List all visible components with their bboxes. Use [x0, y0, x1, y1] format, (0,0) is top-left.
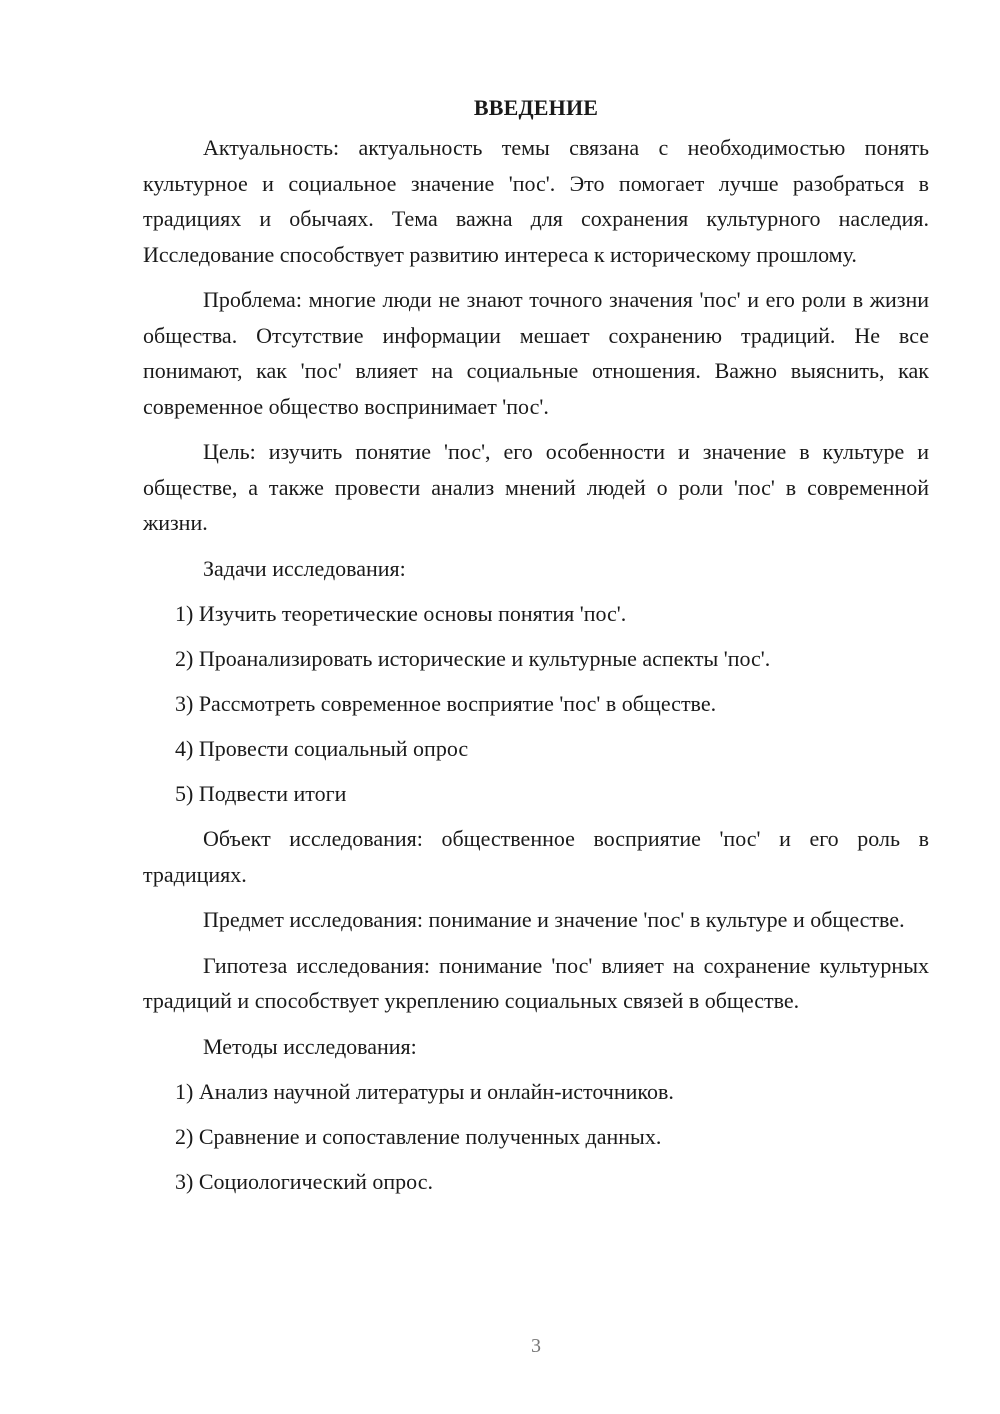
task-item: 5) Подвести итоги — [175, 781, 347, 806]
task-item: 3) Рассмотреть современное восприятие 'пос' в обществе. — [175, 691, 717, 716]
task-item: 2) Проанализировать исторические и культурные аспекты 'пос'. — [175, 646, 771, 671]
hypothesis-paragraph: Гипотеза исследования: понимание 'пос' влияет на сохранение культурных традиций и способствует укреплению социальных связей в обществе. — [143, 952, 929, 1013]
task-item: 1) Изучить теоретические основы понятия 'пос'. — [175, 601, 627, 626]
task-item: 4) Провести социальный опрос — [175, 736, 469, 761]
method-item: 2) Сравнение и сопоставление полученных данных. — [175, 1124, 662, 1149]
object-paragraph: Объект исследования: общественное восприятие 'пос' и его роль в традициях. — [143, 826, 929, 887]
relevance-paragraph: Актуальность: актуальность темы связана с необходимостью понять культурное и социальное значение 'пос'. Это помогает лучше разобраться в традициях и обычаях. Тема важна для сохранения культурного наследия. Исследование способствует развитию интереса к историческому прошлому. — [143, 135, 929, 267]
goal-paragraph: Цель: изучить понятие 'пос', его особенности и значение в культуре и обществе, а также провести анализ мнений людей о роли 'пос' в современной жизни. — [143, 439, 929, 535]
section-heading: ВВЕДЕНИЕ — [473, 95, 599, 120]
subject-paragraph: Предмет исследования: понимание и значение 'пос' в культуре и обществе. — [203, 907, 905, 932]
tasks-label: Задачи исследования: — [203, 555, 406, 581]
method-item: 3) Социологический опрос. — [175, 1169, 433, 1194]
page-number: 3 — [531, 1335, 541, 1357]
methods-label: Методы исследования: — [203, 1033, 417, 1059]
page-content — [143, 90, 929, 1209]
method-item: 1) Анализ научной литературы и онлайн-источников. — [175, 1079, 674, 1104]
tasks-list — [143, 596, 929, 812]
problem-paragraph: Проблема: многие люди не знают точного значения 'пос' и его роли в жизни общества. Отсутствие информации мешает сохранению традиций. Не все понимают, как 'пос' влияет на социальные отношения. Важно выяснить, как современное общество воспринимает 'пос'. — [143, 287, 929, 419]
methods-list — [143, 1074, 929, 1200]
